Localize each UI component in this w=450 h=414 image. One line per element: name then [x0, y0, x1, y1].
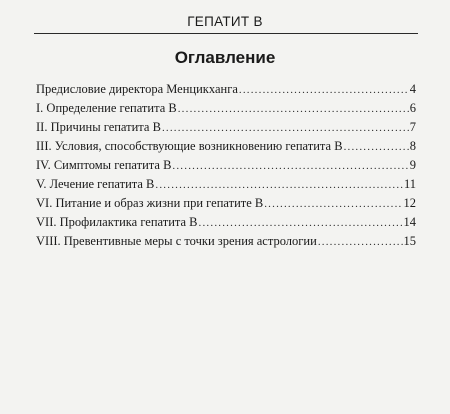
toc-entry-chapter-6 — [36, 194, 416, 213]
toc-page-number: 6 — [409, 101, 416, 115]
toc-page-number: 11 — [403, 177, 416, 191]
dot-leader — [155, 176, 403, 195]
toc-entry-chapter-3 — [36, 137, 416, 156]
toc-page-number: 9 — [409, 158, 416, 172]
toc-entry-text: Предисловие директора Менцикханга — [36, 82, 238, 96]
toc-entry-text: V. Лечение гепатита В — [36, 177, 155, 191]
toc-entry-text: VIII. Превентивные меры с точки зрения астрологии — [36, 234, 317, 248]
dot-leader — [344, 138, 409, 157]
table-of-contents — [36, 80, 416, 251]
toc-page-number: 4 — [409, 82, 416, 96]
dot-leader — [178, 100, 409, 119]
dot-leader — [199, 214, 403, 233]
dot-leader — [318, 233, 403, 252]
toc-entry-chapter-5 — [36, 175, 416, 194]
toc-entry-text: III. Условия, способствующие возникновению гепатита В — [36, 139, 343, 153]
toc-entry-chapter-4 — [36, 156, 416, 175]
toc-entry-chapter-7 — [36, 213, 416, 232]
toc-entry-chapter-1 — [36, 99, 416, 118]
toc-entry-preface — [36, 80, 416, 99]
toc-page-number: 14 — [403, 215, 416, 229]
toc-entry-text: VI. Питание и образ жизни при гепатите В — [36, 196, 264, 210]
header-rule — [34, 33, 418, 34]
running-title: ГЕПАТИТ В — [187, 14, 263, 29]
toc-page-number: 7 — [409, 120, 416, 134]
toc-entry-text: I. Определение гепатита В — [36, 101, 177, 115]
toc-title: Оглавление — [174, 48, 276, 67]
toc-entry-text: IV. Симптомы гепатита В — [36, 158, 172, 172]
toc-page-number: 15 — [403, 234, 416, 248]
toc-entry-chapter-2 — [36, 118, 416, 137]
dot-leader — [264, 195, 402, 214]
dot-leader — [162, 119, 409, 138]
toc-entry-text: VII. Профилактика гепатита В — [36, 215, 198, 229]
toc-entry-text: II. Причины гепатита В — [36, 120, 161, 134]
toc-page-number: 8 — [409, 139, 416, 153]
dot-leader — [239, 81, 409, 100]
toc-entry-chapter-8 — [36, 232, 416, 251]
toc-page-number: 12 — [403, 196, 416, 210]
dot-leader — [172, 157, 408, 176]
